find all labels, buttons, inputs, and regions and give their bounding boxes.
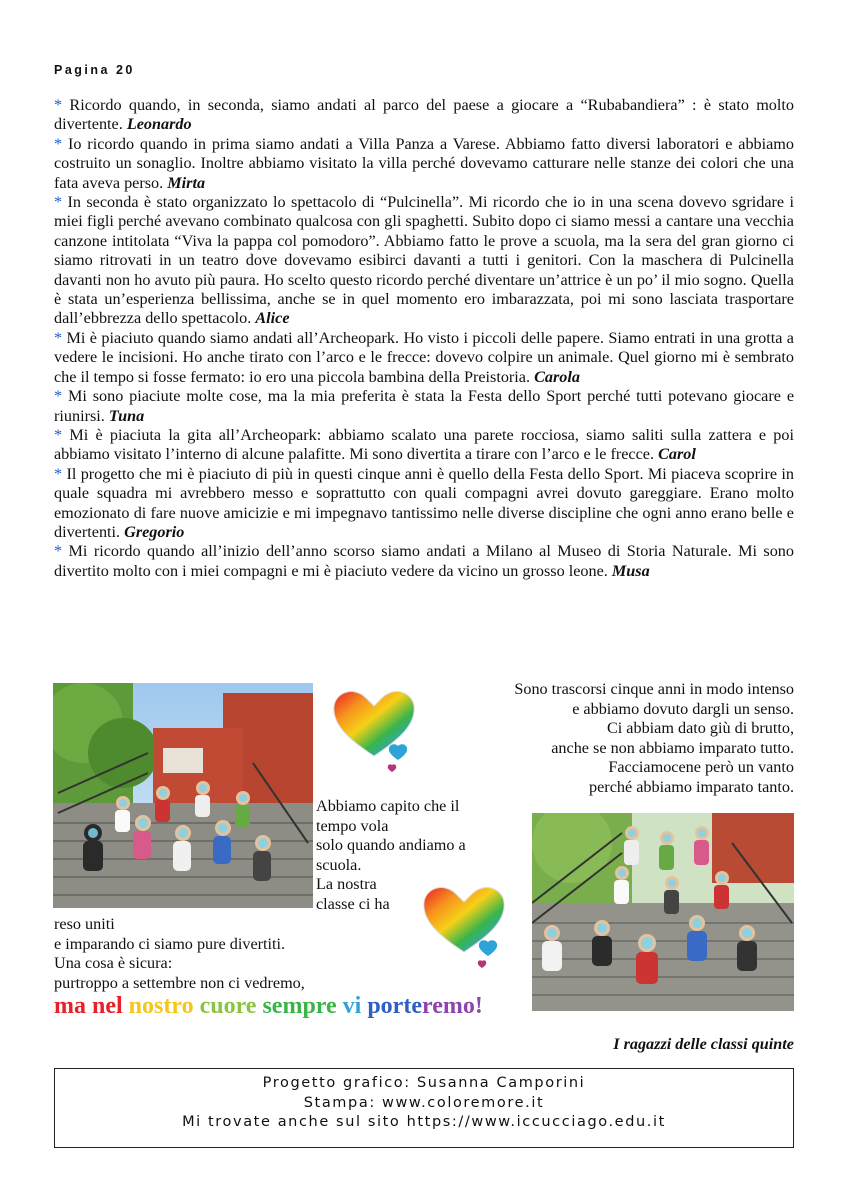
class-photo-right [532, 813, 794, 1011]
footer-design-credit: Progetto grafico: Susanna Camporini [262, 1075, 586, 1091]
poem-left-stanza [54, 915, 305, 993]
signature: I ragazzi delle classi quinte [613, 1035, 794, 1053]
memory-text: Mi sono piaciute molte cose, ma la mia preferita è stata la Festa dello Sport perché tutti potevano giocare e riunirsi. [54, 387, 794, 425]
poem-line: solo quando andiamo a [316, 836, 466, 855]
asterisk-bullet-icon: * [54, 96, 63, 114]
memory-author: Carola [534, 367, 580, 386]
poem-line: Abbiamo capito che il [316, 797, 460, 815]
poem-line: Ci abbiam dato giù di brutto, [606, 719, 794, 738]
memory-author: Tuna [108, 406, 145, 425]
page-number: Pagina 20 [54, 63, 135, 77]
memory-text: Mi ricordo quando all’inizio dell’anno scorso siamo andati a Milano al Museo di Storia Naturale. Mi sono divertito molto con i miei compagni e mi è piaciuto vedere da vicino un grosso leone. [54, 542, 794, 580]
poem-line: Una cosa è sicura: [54, 954, 173, 973]
rainbow-heart-icon [418, 880, 510, 972]
memories-text [54, 96, 794, 581]
memory-author: Carol [658, 445, 696, 464]
memory-paragraph [54, 465, 794, 543]
memory-text: Ricordo quando, in seconda, siamo andati al parco del paese a giocare a “Rubabandiera” : è stato molto divertente. [54, 96, 794, 134]
footer-print-credit: Stampa: www.coloremore.it [303, 1094, 545, 1111]
poem-line: e imparando ci siamo pure divertiti. [54, 934, 286, 953]
asterisk-bullet-icon: * [54, 328, 63, 347]
rainbow-word: porte [367, 993, 422, 1019]
asterisk-bullet-icon: * [54, 134, 63, 153]
poem-line: classe ci ha [316, 894, 390, 913]
memory-paragraph [54, 96, 794, 135]
memory-author: Mirta [167, 173, 206, 192]
poem-right-stanza [434, 680, 794, 798]
memory-paragraph [54, 135, 794, 193]
poem-line: e abbiamo dovuto dargli un senso. [572, 699, 794, 718]
rainbow-word: ma nel [54, 993, 129, 1019]
poem-line: purtroppo a settembre non ci vedremo, [54, 973, 305, 992]
class-photo-left [53, 683, 313, 908]
rainbow-word: nostro [128, 993, 200, 1019]
poem-line: Facciamocene però un vanto [608, 758, 794, 777]
footer-website: Mi trovate anche sul sito https://www.iccucciago.edu.it [182, 1114, 666, 1130]
memory-text: Mi è piaciuta la gita all’Archeopark: abbiamo scalato una parete rocciosa, siamo saliti sulla zattera e poi abbiamo visitato l’interno di alcune palafitte. Mi sono divertita a tirare con l’arco e le frecce. [54, 425, 794, 464]
memory-paragraph [54, 193, 794, 329]
rainbow-closing-line [54, 993, 483, 1020]
memory-paragraph [54, 426, 794, 465]
memory-text: Mi è piaciuto quando siamo andati all’Archeopark. Ho visto i piccoli delle papere. Siamo entrati in una grotta a vedere le incisioni. Ho anche tirato con l’arco e le frecce: dovevo colpire un animale. Quel giorno mi è sembrato che il tempo si fosse fermato: io ero una piccola bambina della Preistoria. [54, 328, 794, 386]
memory-text: Io ricordo quando in prima siamo andati a Villa Panza a Varese. Abbiamo fatto diversi laboratori e abbiamo costruito un sonaglio. Inoltre abbiamo visitato la villa perché dovevamo catturare nelle stanze dei colori che una fata aveva perso. [54, 134, 794, 192]
poem-line: reso uniti [54, 915, 115, 933]
memory-paragraph [54, 542, 794, 581]
asterisk-bullet-icon: * [54, 193, 63, 212]
rainbow-heart-icon [328, 684, 420, 776]
poem-line: perché abbiamo imparato tanto. [589, 777, 794, 796]
poem-line: anche se non abbiamo imparato tutto. [551, 738, 794, 757]
memory-author: Leonardo [126, 115, 192, 134]
memory-text: In seconda è stato organizzato lo spettacolo di “Pulcinella”. Mi ricordo che io in una scena dovevo sgridare i miei figli perché avevano combinato qualcosa con gli spaghetti. Subito dopo ci siamo messi a cantare una vecchia canzone intitolata “Viva la pappa col pomodoro”. Abbiamo fatto le prove a scuola, ma la sera del gran giorno ci siamo ritrovati in un teatro dove dovevamo esibirci davanti a tutti i genitori. Con la maschera di Pulcinella davanti non ho avuto più paura. Ho scelto questo ricordo perché diventare un’attrice è un po’ il mio sogno. Quella è stata un’esperienza bellissima, anche se in quel momento ero imbarazzata, poi mi sono lasciata trasportare dall’ebbrezza dello spettacolo. [54, 193, 794, 328]
asterisk-bullet-icon: * [54, 542, 63, 561]
asterisk-bullet-icon: * [54, 464, 63, 483]
rainbow-word: remo! [421, 993, 483, 1019]
asterisk-bullet-icon: * [54, 425, 63, 444]
poem-line: La nostra [316, 875, 377, 894]
memory-author: Alice [255, 309, 290, 328]
memory-text: Il progetto che mi è piaciuto di più in questi cinque anni è quello della Festa dello Sport. Mi piaceva scoprire in quale squadra mi avrebbero messo e soprattutto con quali compagni avrei dovuto gareggiare. Erano molto emozionato di fare nuove amicizie e mi impegnavo tantissimo nelle diverse discipline che ogni anno erano belle e divertenti. [54, 464, 794, 541]
rainbow-word: sempre [262, 993, 343, 1019]
footer-credits [54, 1068, 794, 1148]
rainbow-word: vi [342, 993, 368, 1019]
poem-line: tempo vola [316, 816, 389, 835]
memory-paragraph [54, 329, 794, 387]
poem-line: scuola. [316, 855, 362, 874]
rainbow-word: cuore [199, 993, 263, 1019]
asterisk-bullet-icon: * [54, 387, 63, 406]
memory-paragraph [54, 387, 794, 426]
poem-line: Sono trascorsi cinque anni in modo intenso [514, 680, 794, 698]
memory-author: Gregorio [124, 522, 185, 541]
memory-author: Musa [611, 561, 650, 580]
